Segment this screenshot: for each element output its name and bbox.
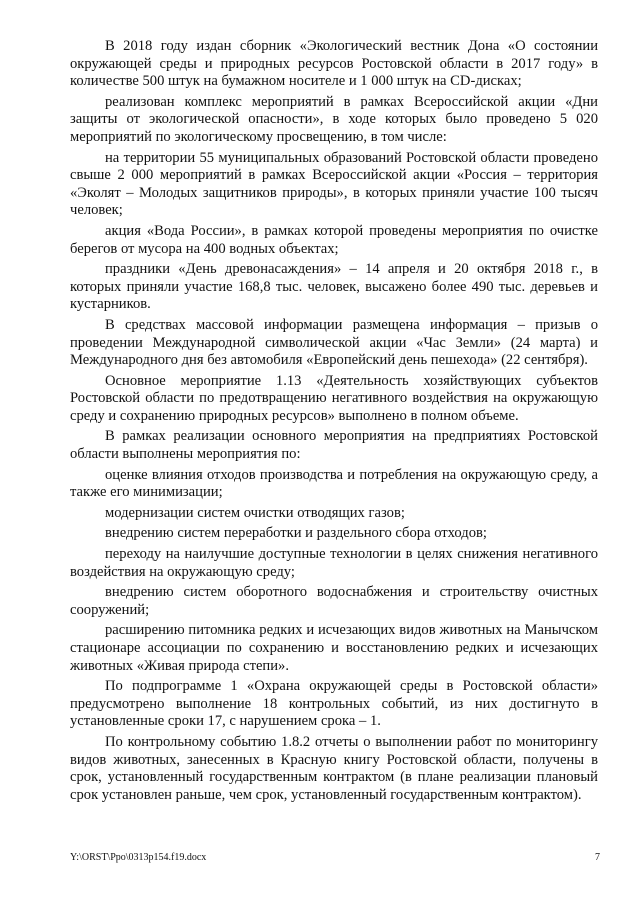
paragraph-2: реализован комплекс мероприятий в рамках Всероссийской акции «Дни защиты от экологической опасности», в ходе которых было проведено 5 020 мероприятий по экологическому просвещению, в том числе:	[70, 93, 598, 145]
paragraph-8: В рамках реализации основного мероприятия на предприятиях Ростовской области выполнены мероприятия по:	[70, 428, 598, 463]
paragraph-12: переходу на наилучшие доступные технологии в целях снижения негативного воздействия на окружающую среду;	[70, 546, 598, 580]
paragraph-13: внедрению систем оборотного водоснабжения и строительству очистных сооружений;	[70, 584, 598, 618]
paragraph-15: По подпрограмме 1 «Охрана окружающей среды в Ростовской области» предусмотрено выполнение 18 контрольных событий, из них достигнуто в установленные сроки 17, с нарушением срока – 1.	[70, 678, 598, 730]
paragraph-1: В 2018 году издан сборник «Экологический вестник Дона «О состоянии окружающей среды и природных ресурсов Ростовской области в 2017 году» в количестве 500 штук на бумажном носителе и 1 000 штук на CD-дисках;	[70, 38, 598, 90]
paragraph-6: В средствах массовой информации размещена информация – призыв о проведении Международной символической акции «Час Земли» (24 марта) и Международного дня без автомобиля «Европейский день пешехода» (22 сентября).	[70, 316, 598, 369]
paragraph-14: расширению питомника редких и исчезающих видов животных на Манычском стационаре ассоциации по сохранению и восстановлению редких и исчезающих животных «Живая природа степи».	[70, 622, 598, 674]
paragraph-16: По контрольному событию 1.8.2 отчеты о выполнении работ по мониторингу видов животных, занесенных в Красную книгу Ростовской области, получены в срок, установленный государственным контрактом (в плане реализации плановый срок установлен раньше, чем срок, установленный государственным контрактом).	[70, 733, 598, 803]
paragraph-9: оценке влияния отходов производства и потребления на окружающую среду, а также его минимизации;	[70, 466, 598, 501]
paragraph-4: акция «Вода России», в рамках которой проведены мероприятия по очистке берегов от мусора на 400 водных объектах;	[70, 222, 598, 257]
paragraph-11: внедрению систем переработки и раздельного сбора отходов;	[105, 525, 487, 542]
footer-page-number: 7	[595, 852, 600, 863]
footer-file-path: Y:\ORST\Ppo\0313p154.f19.docx	[70, 852, 207, 863]
paragraph-5: праздники «День древонасаждения» – 14 апреля и 20 октября 2018 г., в которых приняли участие 168,8 тыс. человек, высажено более 490 тыс. деревьев и кустарников.	[70, 261, 598, 313]
paragraph-7: Основное мероприятие 1.13 «Деятельность хозяйствующих субъектов Ростовской области по предотвращению негативного воздействия на окружающую среду и сохранению природных ресурсов» выполнено в полном объеме.	[70, 372, 598, 424]
paragraph-3: на территории 55 муниципальных образований Ростовской области проведено свыше 2 000 мероприятий в рамках Всероссийской акции «Россия – территория «Эколят – Молодых защитников природы», в которых приняли участие 100 тысяч человек;	[70, 149, 598, 219]
paragraph-10: модернизации систем очистки отводящих газов;	[105, 504, 405, 521]
document-body	[70, 38, 598, 807]
